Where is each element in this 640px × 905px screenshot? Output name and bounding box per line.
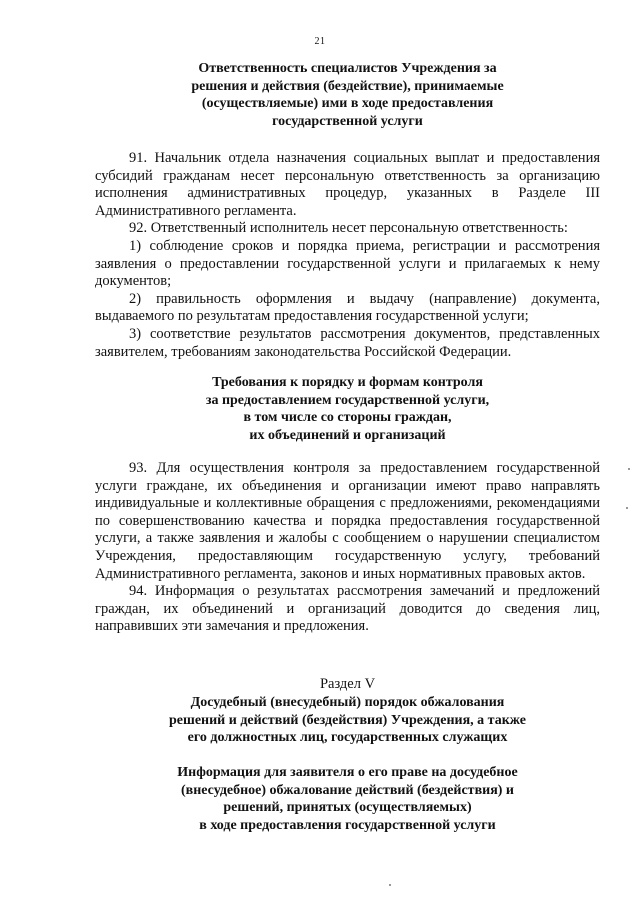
- heading-responsibility: [95, 60, 600, 130]
- heading-line: Требования к порядку и формам контроля: [212, 375, 483, 390]
- heading-line: его должностных лиц, государственных служащих: [187, 730, 508, 746]
- section-responsibility-body: [95, 150, 600, 361]
- paragraph-92: 92. Ответственный исполнитель несет персональную ответственность:: [129, 220, 568, 237]
- heading-line: государственной услуги: [272, 113, 423, 129]
- heading-pretrial-appeal: [95, 694, 600, 747]
- paragraph-91: 91. Начальник отдела назначения социальных выплат и предоставления субсидий гражданам несет персональную ответственность за организацию исполнения административных процедур, указанных в Разделе III Административного регламента.: [95, 150, 600, 219]
- heading-line: (осуществляемые) ими в ходе предоставления: [201, 96, 494, 112]
- heading-line: Досудебный (внесудебный) порядок обжалования: [190, 695, 505, 710]
- heading-line: Информация для заявителя о его праве на досудебное: [177, 765, 518, 780]
- scan-speck: [389, 884, 391, 886]
- heading-line: за предоставлением государственной услуги,: [205, 392, 490, 408]
- heading-applicant-information: [95, 764, 600, 834]
- paragraph-92-item-3: 3) соответствие результатов рассмотрения документов, представленных заявителем, требованиям законодательства Российской Федерации.: [95, 325, 600, 360]
- heading-line: решения и действия (бездействие), принимаемые: [191, 78, 504, 94]
- paragraph-93: 93. Для осуществления контроля за предоставлением государственной услуги граждане, их объединения и организации имеют право направлять индивидуальные и коллективные обращения с предложениями, рекомендациями по совершенствованию качества и порядка предоставления государственной услуги, а также заявления и жалобы с сообщением о нарушении специалистом Учреждения, предоставляющим государственную услугу, требований Административного регламента, законов и иных нормативных правовых актов.: [95, 460, 600, 582]
- heading-line: (внесудебное) обжалование действий (бездействия) и: [181, 782, 514, 798]
- paragraph-92-item-2: 2) правильность оформления и выдачу (направление) документа, выдаваемого по результатам предоставления государственной услуги;: [95, 290, 600, 325]
- heading-line: Ответственность специалистов Учреждения за: [198, 61, 497, 76]
- scan-speck: [628, 468, 630, 470]
- paragraph-92-item-1: 1) соблюдение сроков и порядка приема, регистрации и рассмотрения заявления о предоставлении государственной услуги и прилагаемых к нему документов;: [95, 237, 600, 290]
- heading-line: решений, принятых (осуществляемых): [223, 800, 472, 816]
- scan-speck: [626, 507, 628, 509]
- section-control-body: [95, 460, 600, 636]
- section-label: Раздел V: [319, 676, 376, 692]
- heading-line: в том числе со стороны граждан,: [243, 410, 452, 426]
- paragraph-94: 94. Информация о результатах рассмотрения замечаний и предложений граждан, их объединений и организаций доводится до сведения лиц, направивших эти замечания и предложения.: [95, 583, 600, 635]
- heading-line: решений и действий (бездействия) Учреждения, а также: [169, 712, 526, 728]
- heading-control-requirements: [95, 374, 600, 444]
- heading-line: в ходе предоставления государственной услуги: [199, 817, 496, 833]
- page-number: 21: [314, 36, 326, 47]
- heading-line: их объединений и организаций: [249, 427, 446, 443]
